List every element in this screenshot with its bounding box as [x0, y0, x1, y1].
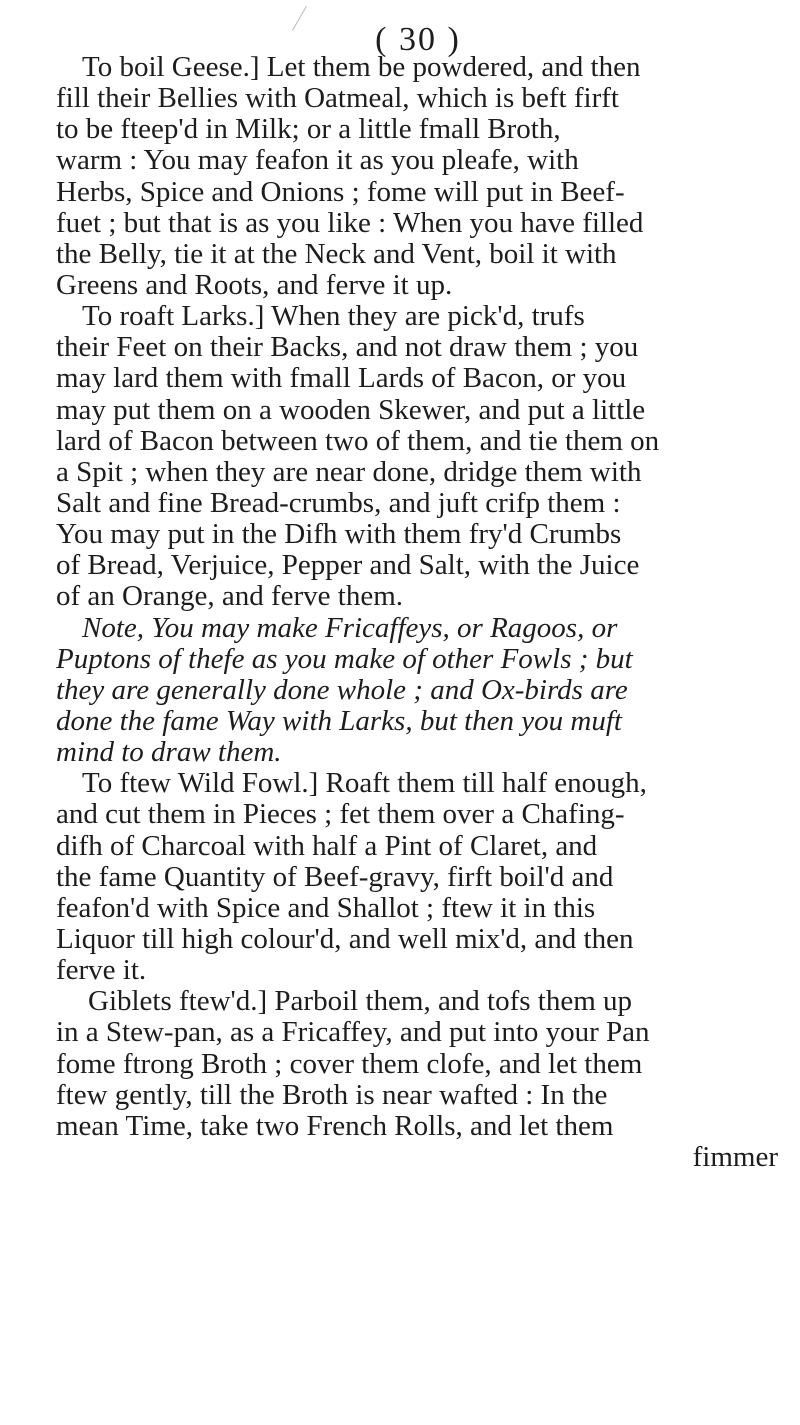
text-line: Liquor till high colour'd, and well mix'd, and then — [56, 923, 634, 955]
text-line: of an Orange, and ferve them. — [56, 581, 404, 613]
text-line: mean Time, take two French Rolls, and let them — [56, 1110, 614, 1142]
text-line: To boil Geese.] Let them be powdered, and then — [82, 52, 641, 83]
text-line: mind to draw them. — [56, 737, 282, 769]
text-line: fill their Bellies with Oatmeal, which is beft firft — [56, 83, 619, 115]
text-line: may put them on a wooden Skewer, and put a little — [56, 394, 646, 426]
text-line: a Spit ; when they are near done, dridge them with — [56, 456, 642, 488]
text-line: feafon'd with Spice and Shallot ; ftew it in this — [56, 892, 596, 924]
text-line: their Feet on their Backs, and not draw them ; you — [56, 332, 639, 364]
text-line: in a Stew-pan, as a Fricaffey, and put into your Pan — [56, 1017, 650, 1049]
text-line: To ftew Wild Fowl.] Roaft them till half enough, — [82, 768, 647, 800]
recipe-text — [56, 52, 798, 1173]
page-number-text: ( 30 ) — [375, 21, 461, 58]
text-line: done the fame Way with Larks, but then you muft — [56, 705, 622, 737]
catchword: fimmer — [692, 1141, 778, 1173]
text-line: To roaft Larks.] When they are pick'd, trufs — [82, 301, 585, 333]
text-line: Greens and Roots, and ferve it up. — [56, 269, 453, 301]
text-line: ftew gently, till the Broth is near wafted : In the — [56, 1079, 608, 1111]
text-line: and cut them in Pieces ; fet them over a Chafing- — [56, 799, 625, 831]
text-line: difh of Charcoal with half a Pint of Claret, and — [56, 830, 598, 862]
text-line: the Belly, tie it at the Neck and Vent, boil it with — [56, 238, 617, 270]
text-line: to be fteep'd in Milk; or a little fmall Broth, — [56, 114, 561, 146]
text-line: fuet ; but that is as you like : When you have filled — [56, 207, 644, 239]
text-line: Puptons of thefe as you make of other Fowls ; but — [56, 643, 633, 675]
text-line: Salt and fine Bread-crumbs, and juft crifp them : — [56, 487, 621, 519]
text-line: may lard them with fmall Lards of Bacon, or you — [56, 363, 627, 395]
text-line: the fame Quantity of Beef-gravy, firft boil'd and — [56, 861, 614, 893]
text-line: warm : You may feafon it as you pleafe, with — [56, 145, 579, 177]
text-line: lard of Bacon between two of them, and tie them on — [56, 425, 660, 457]
text-line: fome ftrong Broth ; cover them clofe, and let them — [56, 1048, 643, 1080]
text-line: of Bread, Verjuice, Pepper and Salt, with the Juice — [56, 550, 640, 582]
text-line: Giblets ftew'd.] Parboil them, and tofs them up — [88, 986, 633, 1018]
text-line: You may put in the Difh with them fry'd Crumbs — [56, 519, 622, 551]
text-line: they are generally done whole ; and Ox-birds are — [56, 674, 628, 706]
text-line: ferve it. — [56, 955, 147, 987]
text-line: Note, You may make Fricaffeys, or Ragoos, or — [82, 612, 618, 644]
text-line: Herbs, Spice and Onions ; fome will put in Beef- — [56, 176, 625, 208]
